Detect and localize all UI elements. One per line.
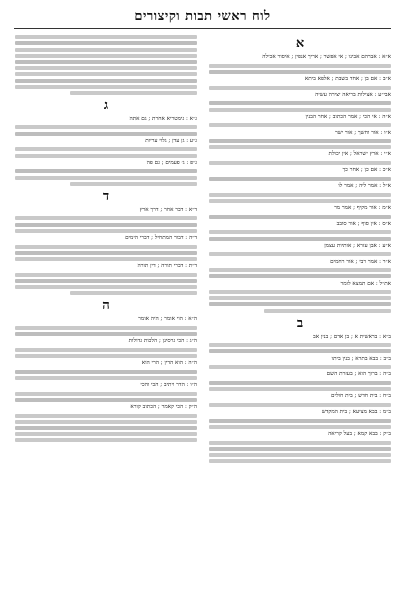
entry: ב״ה : ברוך הוא ; בעזרת השם [326,371,391,378]
text-line [15,72,197,76]
entry: א״כ : אם כן ; אחר כך [342,167,391,174]
entry: א״מ : אור מקיף ; אמר מר [334,205,391,211]
entry: א״ה : אי הכי ; אמר הכתוב ; אחר הבנין [305,113,391,120]
text-line [15,420,197,424]
text-line [15,279,197,283]
text-line [15,426,197,430]
text-line [15,251,197,255]
text-line [209,108,391,112]
text-line [209,387,391,391]
text-line [209,453,391,457]
entry: א״ו : אור וחשך ; אור ישר [334,129,391,136]
text-line [15,229,197,233]
text-line [209,177,391,181]
text-line [209,343,391,347]
entry: ג״ע : גן עדן ; גלוי עריות [145,137,197,144]
entry: ד״ת : דברי תורה ; דין תורה [137,263,197,270]
text-line [209,459,391,463]
text-line [15,132,197,136]
text-line [209,268,391,272]
text-line [209,64,391,68]
text-line [209,101,391,105]
text-line [209,365,391,369]
entry: ב״א : בראשית א ; בן אדם ; בנין אב [313,333,391,340]
text-line [209,403,391,407]
text-line [15,326,197,330]
text-line [209,230,391,234]
text-line [15,438,197,442]
entry: ב״ב : בבא בתרא ; בנין ביתו [331,355,391,362]
text-line [209,290,391,294]
text-line [15,414,197,418]
section-letter-he: ה [102,298,110,314]
page-title: לוח ראשי תבות וקיצורים [134,9,271,24]
section-letter-alef: א [295,36,305,51]
entry: ג״פ : ג׳ פעמים ; גם פה [146,159,197,166]
entry: ד״ה : דבור המתחיל ; דברי הימים [125,234,197,241]
text-line [209,237,391,241]
entry: א״ע : אבן עזרא ; אותיות עצמן [324,242,391,249]
text-line [15,332,197,336]
text-line [209,123,391,127]
text-line [209,86,391,90]
section-letter-gimel: ג [103,97,109,113]
text-line [209,274,391,278]
text-line [70,291,197,295]
text-line [209,296,391,300]
right-column [209,33,391,593]
text-line [209,419,391,423]
text-line [209,381,391,385]
entry: ה״ו : הדר ויתיב ; הכי והכי [140,382,197,389]
entry: ה״ק : הכי קאמר ; הכתוב קורא [130,404,197,411]
text-line [209,252,391,256]
entry: א״ב : אם בן ; אחד בשבת ; אלפא ביתא [304,75,391,82]
text-line [264,309,391,313]
entry: ה״ג : הכי גרסינן ; הלכות גדולות [128,338,197,345]
text-line [15,216,197,220]
text-line [15,169,197,173]
text-line [15,348,197,352]
entry: א״א : אברהם אבינו ; אי אפשר ; אריך אנפין ; איסור אכילה [262,54,391,60]
text-line [15,376,197,380]
text-line [15,60,197,64]
entry: א״י : ארץ ישראל ; אין יכולת [328,151,391,158]
text-line [15,79,197,83]
entry: ב״ק : בבא קמא ; בעל קריאה [328,431,391,438]
text-line [209,441,391,445]
text-line [15,85,197,89]
text-line [70,182,197,186]
entry: ד״א : דבר אחר ; דרך ארץ [139,206,197,213]
columns [14,33,391,593]
entry: ה״ה : הוא הדין ; הרי הוא [141,360,197,367]
text-line [70,91,197,95]
text-line [209,215,391,219]
section-letter-dalet: ד [102,188,110,204]
section-letter-bet: ב [296,315,304,331]
text-line [15,176,197,180]
text-line [209,425,391,429]
text-line [15,257,197,261]
text-line [15,147,197,151]
entry: ב״ח : בית חדש ; בית חולים [331,393,391,400]
text-line [15,154,197,158]
left-column [15,33,197,593]
text-line [209,193,391,197]
text-line [209,447,391,451]
text-line [15,223,197,227]
entry: ה״א : הוי אומר ; היה אומר [138,316,197,323]
text-line [15,273,197,277]
title-rule [14,28,391,29]
text-line [209,349,391,353]
entry: ג״א : גימטריא אחרת ; גם אתה [129,115,197,122]
text-line [15,370,197,374]
text-line [15,354,197,358]
entry: א״ר : אמר רבי ; אור רחמים [330,258,391,265]
entry: אבי״ע : אצילות בריאה יצירה עשיה [315,91,391,98]
text-line [15,48,197,52]
entry: את״ל : אם תמצא לומר [340,280,391,287]
text-line [209,70,391,74]
text-line [209,139,391,143]
entry: א״ס : אין סוף ; אור סובב [336,220,391,227]
text-line [15,125,197,129]
text-line [15,285,197,289]
text-line [15,245,197,249]
entry: ב״מ : בבא מציעא ; בית המקדש [321,409,391,416]
entry: א״ל : אמר ליה ; אמר לו [338,183,391,190]
text-line [209,145,391,149]
text-line [15,432,197,436]
text-line [15,41,197,45]
text-line [209,161,391,165]
text-line [209,199,391,203]
text-line [15,35,197,39]
text-line [15,392,197,396]
text-line [15,54,197,58]
text-line [209,302,391,306]
text-line [15,66,197,70]
text-line [15,398,197,402]
